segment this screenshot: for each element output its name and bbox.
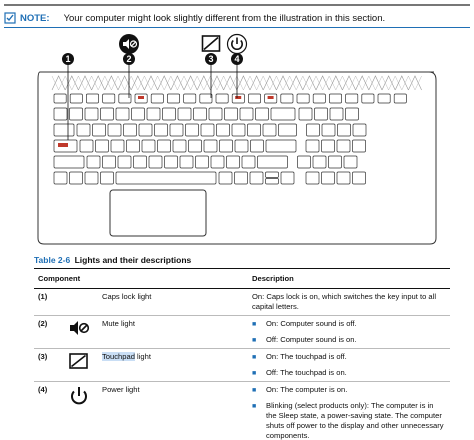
function-key: [86, 94, 98, 103]
description-cell: [248, 382, 450, 440]
key: [201, 124, 214, 136]
key: [186, 124, 199, 136]
key: [54, 108, 67, 120]
key: [132, 108, 145, 120]
numpad-key: [299, 108, 312, 120]
description-cell: [248, 348, 450, 381]
arrow-key: [266, 172, 279, 178]
arrow-key: [266, 179, 279, 185]
bullet-icon: ■: [252, 370, 257, 377]
key: [54, 172, 67, 184]
function-key: [329, 94, 341, 103]
key: [85, 172, 98, 184]
shift-key: [258, 156, 288, 168]
description-cell: [248, 315, 450, 348]
callout-4: [231, 53, 243, 65]
function-key: [216, 94, 228, 103]
numpad-key: [322, 172, 335, 184]
key: [256, 108, 269, 120]
numpad-key: [322, 124, 335, 136]
description-text: Off: The touchpad is on.: [266, 368, 347, 377]
description-text: Off: Computer sound is on.: [266, 334, 357, 344]
top-rule: [4, 4, 470, 6]
backspace-key: [271, 108, 295, 120]
key: [178, 108, 191, 120]
arrow-key: [281, 172, 294, 184]
row-icon-cell: [64, 289, 98, 316]
key: [108, 124, 121, 136]
spacebar-key: [116, 172, 216, 184]
power-icon: [64, 382, 98, 440]
key: [250, 172, 263, 184]
table-row: [34, 382, 450, 440]
numpad-key: [338, 124, 351, 136]
component-name-rest: light: [134, 351, 151, 361]
description-item: [252, 319, 446, 329]
function-key: [313, 94, 325, 103]
key: [251, 140, 264, 152]
note-label: NOTE:: [20, 12, 50, 24]
function-key: [70, 94, 82, 103]
key: [219, 172, 232, 184]
enter-key: [266, 140, 296, 152]
key: [225, 108, 238, 120]
numpad-key: [344, 156, 357, 168]
function-key: [281, 94, 293, 103]
key: [227, 156, 240, 168]
bullet-icon: ■: [252, 353, 257, 361]
key: [101, 172, 114, 184]
svg-text:3: 3: [208, 54, 214, 65]
note-bar: [4, 10, 470, 26]
function-key: [394, 94, 406, 103]
key: [279, 124, 297, 136]
note-rule: [4, 27, 470, 28]
callout-2: [123, 53, 135, 65]
description-text: On: The touchpad is off.: [266, 351, 347, 361]
key: [85, 108, 98, 120]
component-name: Power light: [98, 382, 248, 440]
touchpad: [110, 190, 206, 236]
component-name: [98, 348, 248, 381]
table-caption-number: Table 2-6: [34, 255, 71, 265]
key: [101, 108, 114, 120]
key: [173, 140, 186, 152]
description-item: [252, 352, 446, 362]
key: [96, 140, 109, 152]
key: [116, 108, 129, 120]
svg-text:1: 1: [65, 54, 71, 65]
description-text: On: The computer is on.: [266, 385, 348, 395]
key: [155, 124, 168, 136]
key: [111, 140, 124, 152]
key-light: [138, 96, 144, 99]
numpad-key: [330, 108, 343, 120]
key: [189, 140, 202, 152]
function-key: [167, 94, 179, 103]
table-caption-title: Lights and their descriptions: [74, 255, 192, 265]
key: [211, 156, 224, 168]
key: [248, 124, 261, 136]
keyboard-illustration: [4, 30, 470, 252]
callout-3: [205, 53, 217, 65]
key: [124, 124, 137, 136]
mute-icon: [119, 34, 139, 54]
component-name: Caps lock light: [98, 289, 248, 316]
function-key: [151, 94, 163, 103]
numpad-key: [306, 172, 319, 184]
function-key: [103, 94, 115, 103]
key: [103, 156, 116, 168]
function-key: [248, 94, 260, 103]
key: [163, 108, 176, 120]
key: [196, 156, 209, 168]
note-text: Your computer might look slightly different from the illustration in this section.: [63, 12, 386, 24]
key: [127, 140, 140, 152]
lights-table: [34, 268, 450, 440]
numpad-key: [307, 124, 320, 136]
function-key: [184, 94, 196, 103]
function-key: [54, 94, 66, 103]
note-icon: [4, 12, 16, 24]
numpad-key: [298, 156, 311, 168]
row-number: (1): [34, 289, 64, 316]
key: [232, 124, 245, 136]
function-key: [297, 94, 309, 103]
bullet-icon: ■: [252, 387, 257, 395]
callout-1: [62, 53, 74, 65]
numpad-key: [315, 108, 328, 120]
table-row: [34, 348, 450, 381]
search-highlight: Touchpad: [102, 351, 135, 361]
numpad-key: [337, 140, 350, 152]
description-text: On: Computer sound is off.: [266, 318, 357, 328]
numpad-key: [353, 140, 366, 152]
header-description: Description: [248, 269, 450, 289]
key: [139, 124, 152, 136]
numpad-key: [353, 172, 366, 184]
bullet-icon: ■: [252, 403, 257, 411]
row-number: (2): [34, 315, 64, 348]
table-header-row: [34, 269, 450, 289]
touchpad-off-icon: [64, 348, 98, 381]
key: [170, 124, 183, 136]
key: [142, 140, 155, 152]
power-icon: [228, 35, 247, 54]
numpad-key: [306, 140, 319, 152]
function-key: [378, 94, 390, 103]
key: [180, 156, 193, 168]
key: [147, 108, 160, 120]
key: [235, 172, 248, 184]
row-number: (4): [34, 382, 64, 440]
key: [209, 108, 222, 120]
shift-key: [54, 156, 84, 168]
key: [204, 140, 217, 152]
svg-text:2: 2: [126, 54, 132, 65]
bullet-icon: ■: [252, 336, 257, 344]
mute-icon: [64, 315, 98, 348]
key: [77, 124, 90, 136]
key: [263, 124, 276, 136]
numpad-key: [353, 124, 366, 136]
description-item: [252, 368, 446, 378]
bullet-icon: ■: [252, 320, 257, 328]
tab-key: [54, 124, 74, 136]
description-cell: [248, 289, 450, 316]
description-text: On: Caps lock is on, which switches the key input to all capital letters.: [252, 292, 437, 311]
function-key: [362, 94, 374, 103]
numpad-key: [329, 156, 342, 168]
touchpad-off-icon: [203, 36, 220, 51]
function-key: [346, 94, 358, 103]
key: [235, 140, 248, 152]
header-component: Component: [34, 269, 248, 289]
svg-text:4: 4: [234, 54, 240, 65]
description-text: Blinking (select products only): The computer is in the Sleep state, a power-saving state. The computer shuts off power to the display and other unnecessary components.: [266, 401, 444, 440]
key-light: [235, 96, 241, 99]
numpad-key: [322, 140, 335, 152]
component-name: Mute light: [98, 315, 248, 348]
key: [93, 124, 106, 136]
key-light: [268, 96, 274, 99]
key: [70, 172, 83, 184]
key: [118, 156, 131, 168]
key: [80, 140, 93, 152]
description-item: [252, 292, 446, 312]
function-key: [200, 94, 212, 103]
key: [240, 108, 253, 120]
row-number: (3): [34, 348, 64, 381]
key: [70, 108, 83, 120]
key: [134, 156, 147, 168]
numpad-key: [337, 172, 350, 184]
key: [194, 108, 207, 120]
key: [87, 156, 100, 168]
key: [158, 140, 171, 152]
description-item: [252, 385, 446, 395]
description-item: [252, 401, 446, 440]
key: [165, 156, 178, 168]
description-item: [252, 335, 446, 345]
numpad-key: [346, 108, 359, 120]
table-row: [34, 289, 450, 316]
key: [149, 156, 162, 168]
table-caption: [34, 255, 191, 265]
key: [220, 140, 233, 152]
key: [217, 124, 230, 136]
table-row: [34, 315, 450, 348]
key: [242, 156, 255, 168]
caps-lock-light: [58, 143, 68, 147]
numpad-key: [313, 156, 326, 168]
